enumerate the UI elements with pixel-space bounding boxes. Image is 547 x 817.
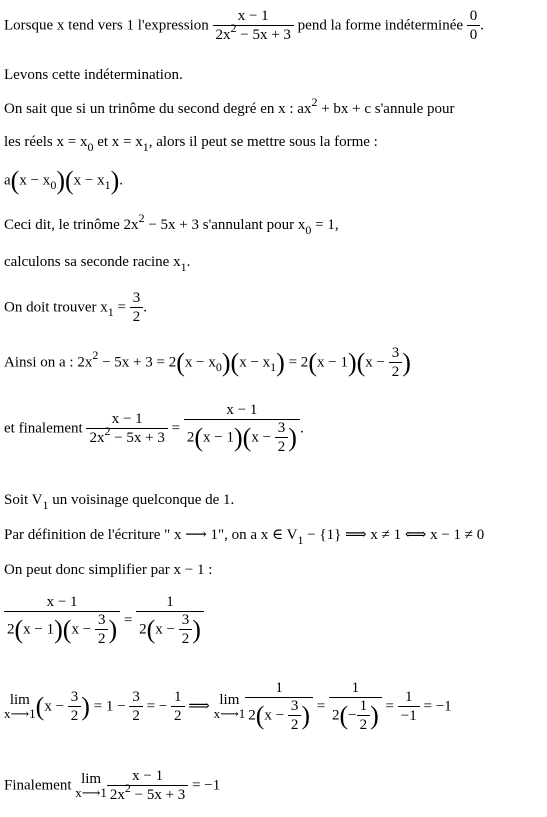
line-trouver: On doit trouver $x_1$ = $\frac{3}{2}$ . — [4, 290, 147, 325]
line-calculons: calculons sa seconde racine $x_1$. — [4, 254, 191, 274]
line-forme: $a(x - x_0)(x - x_1)$. — [4, 166, 124, 195]
line-reels: les réels $x = x_0$ et $x = x_1$, alors il peut se mettre sous la forme : — [4, 134, 378, 154]
indeterminate-form: $\frac{0}{0}$ — [467, 8, 481, 44]
line-definition: Par définition de l'écriture " x ⟶ 1", on a x ∈ $V_1 - \{1\}$ ⟹ x ≠ 1 ⟺ x − 1 ≠ 0 — [4, 527, 485, 547]
line-trinome: On sait que si un trinôme du second degré en x : $ax^2$ + bx + c s'annule pour — [4, 95, 455, 117]
line-simplification: x − 1 2(x − 1)(x − $\frac{3}{2}$ ) = 1 2(x − $\frac{3}{2}$ ) — [4, 594, 204, 648]
line-simplifier: On peut donc simplifier par x − 1 : — [4, 562, 213, 578]
line-levons: Levons cette indétermination. — [4, 67, 183, 83]
line-ceci-dit: Ceci dit, le trinôme $2x^2 - 5x + 3$ s'annulant pour $x_0 = 1$, — [4, 211, 339, 237]
line-ainsi: Ainsi on a : $2x^2 - 5x + 3 = 2(x - x_0)(x - x_1) = 2(x - 1)(x$ − $\frac{3}{2}$ ) — [4, 345, 411, 380]
expression-fraction: $\frac{x - 1}{2x^2 - 5x + 3}$ — [213, 8, 294, 44]
line-limit-calc: lim x⟶1 (x − $\frac{3}{2}$ ) = 1 − $\frac{3}{2}$ = − $\frac{1}{2}$ ⟹ lim x⟶1 1 2(x − $\frac{3}{2}$ ) = 1 2(− $\frac{1}{2}$ ) = $\frac{1}{-1}$ = −1 — [4, 680, 452, 733]
intro-text: Lorsque x tend vers 1 l'expression — [4, 17, 209, 34]
line-conclusion: Finalement lim x⟶1 $\frac{x - 1}{2x^2 - 5x + 3}$ = −1 — [4, 768, 221, 803]
line-voisinage: Soit $V_1$ un voisinage quelconque de 1. — [4, 492, 235, 512]
intro-line: Lorsque x tend vers 1 l'expression $\frac{x - 1}{2x^2 - 5x + 3}$ pend la forme indéterminée $\frac{0}{0}$ . — [4, 8, 485, 43]
line-et-finalement: et finalement $\frac{x - 1}{2x^2 - 5x + 3}$ = x − 1 2(x − 1)(x − $\frac{3}{2}$ ) . — [4, 402, 304, 455]
